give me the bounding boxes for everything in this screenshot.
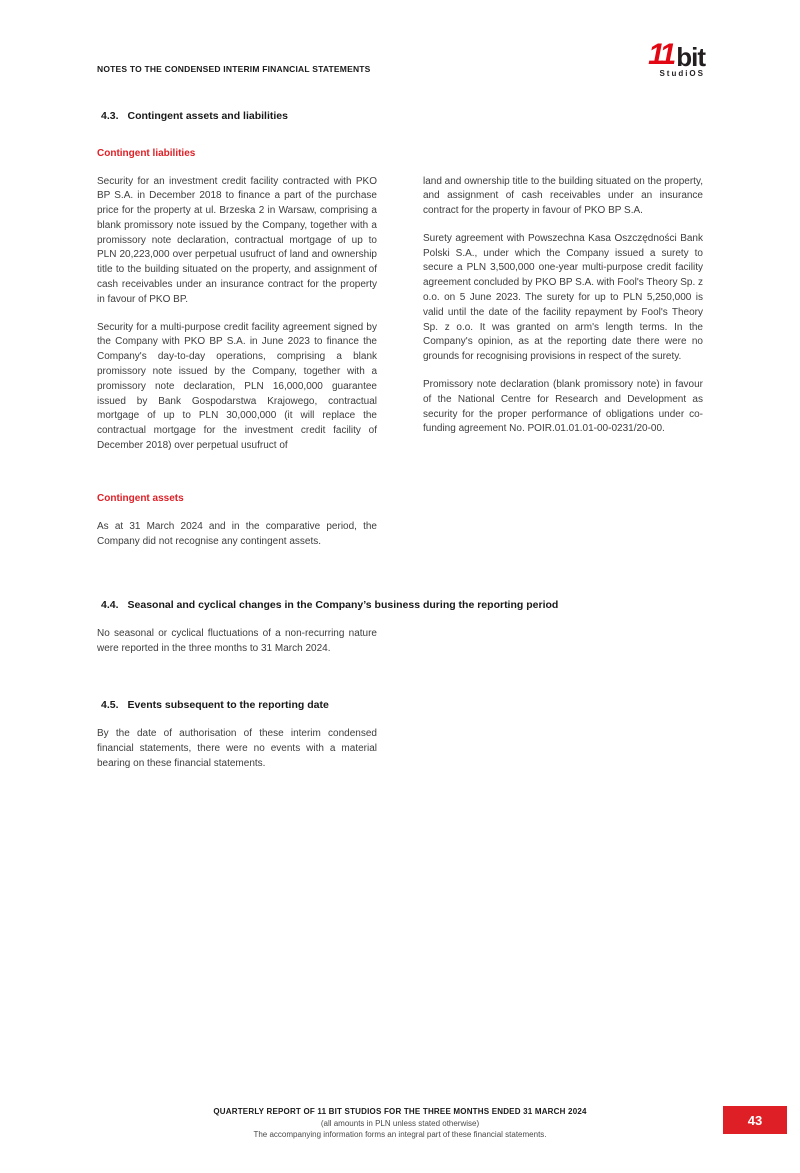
footer-integral-note: The accompanying information forms an integral part of these financial statements. bbox=[253, 1130, 547, 1140]
section-45-heading bbox=[97, 699, 703, 711]
header-title: NOTES TO THE CONDENSED INTERIM FINANCIAL STATEMENTS bbox=[97, 63, 371, 74]
paragraph: By the date of authorisation of these interim condensed financial statements, there were no events with a material bearing on these financial statements. bbox=[97, 728, 377, 769]
right-column bbox=[423, 175, 703, 467]
contingent-liabilities-heading: Contingent liabilities bbox=[97, 147, 196, 159]
section-44-body bbox=[97, 627, 377, 657]
paragraph: Security for an investment credit facility contracted with PKO BP S.A. in December 2018 to finance a part of the purchase price for the property at ul. Brzeska 2 in Warsaw, comprising a blank promissory note issued by the Company, together with a promissory note declaration, contractual mortgage of up to PLN 20,223,000 over perpetual usufruct of land and ownership title to the building situated on the property, and assignment of cash receivables under an insurance contract for the property in favour of PKO BP. bbox=[97, 175, 377, 305]
paragraph: Security for a multi-purpose credit facility agreement signed by the Company with PKO BP S.A. in June 2023 to finance the Company's day-to-day operations, comprising a blank promissory note issued by the Company, together with a promissory note declaration, PLN 16,000,000 guarantee issued by Bank Gospodarstwa Krajowego, contractual mortgage of up to PLN 30,000,000 (it will replace the contractual mortgage for the investment credit facility of December 2018) over perpetual usufruct of bbox=[97, 321, 377, 452]
footer-report-title: QUARTERLY REPORT OF 11 BIT STUDIOS FOR THE THREE MONTHS ENDED 31 MARCH 2024 bbox=[213, 1107, 587, 1117]
company-logo bbox=[648, 38, 705, 78]
page-number: 43 bbox=[747, 1112, 763, 1128]
paragraph: Promissory note declaration (blank promissory note) in favour of the National Centre for Research and Development as security for the proper performance of obligations under co-funding agreement No. POIR.01.01.01-00-0231/20-00. bbox=[423, 379, 703, 435]
paragraph: Surety agreement with Powszechna Kasa Oszczędności Bank Polski S.A., under which the Company issued a surety to secure a PLN 3,500,000 one-year multi-purpose credit facility agreement concluded by PKO BP S.A. with Fool's Theory Sp. z o.o. on 5 June 2023. The surety for up to PLN 5,250,000 is valid until the date of the facility repayment by Fool's Theory Sp. z o.o. It was granted on arm's length terms. In the Company's opinion, as at the reporting date there were no grounds for recognising provisions in respect of the surety. bbox=[423, 232, 704, 363]
section-43-heading bbox=[97, 110, 703, 122]
logo-11-mark: 11 bbox=[648, 38, 674, 71]
section-45-title: Events subsequent to the reporting date bbox=[127, 699, 329, 712]
left-column bbox=[97, 175, 377, 467]
contingent-assets-body bbox=[97, 520, 377, 550]
paragraph: No seasonal or cyclical fluctuations of a non-recurring nature were reported in the three months to 31 March 2024. bbox=[97, 628, 377, 655]
footer-amounts-note: (all amounts in PLN unless stated otherwise) bbox=[320, 1118, 480, 1128]
section-45-body bbox=[97, 727, 377, 771]
section-44-title: Seasonal and cyclical changes in the Company’s business during the reporting period bbox=[127, 599, 559, 612]
paragraph: As at 31 March 2024 and in the comparative period, the Company did not recognise any contingent assets. bbox=[97, 520, 377, 547]
document-page bbox=[0, 38, 800, 1173]
section-44-heading bbox=[97, 599, 703, 611]
section-45-number: 4.5. bbox=[101, 699, 119, 712]
section-43-number: 4.3. bbox=[101, 109, 119, 122]
page-number-badge bbox=[723, 1106, 787, 1134]
logo-bit-text: bit bbox=[676, 41, 705, 72]
section-44-number: 4.4. bbox=[101, 599, 119, 612]
paragraph: land and ownership title to the building situated on the property, and assignment of cash receivables under an insurance contract for the property in favour of PKO BP S.A. bbox=[423, 175, 703, 217]
page-header bbox=[97, 38, 705, 78]
section-43-title: Contingent assets and liabilities bbox=[127, 109, 288, 122]
page-footer bbox=[0, 1106, 800, 1141]
contingent-assets-heading: Contingent assets bbox=[97, 492, 184, 504]
contingent-liabilities-columns bbox=[97, 175, 703, 467]
logo-studios-text: StudiOS bbox=[659, 68, 705, 78]
